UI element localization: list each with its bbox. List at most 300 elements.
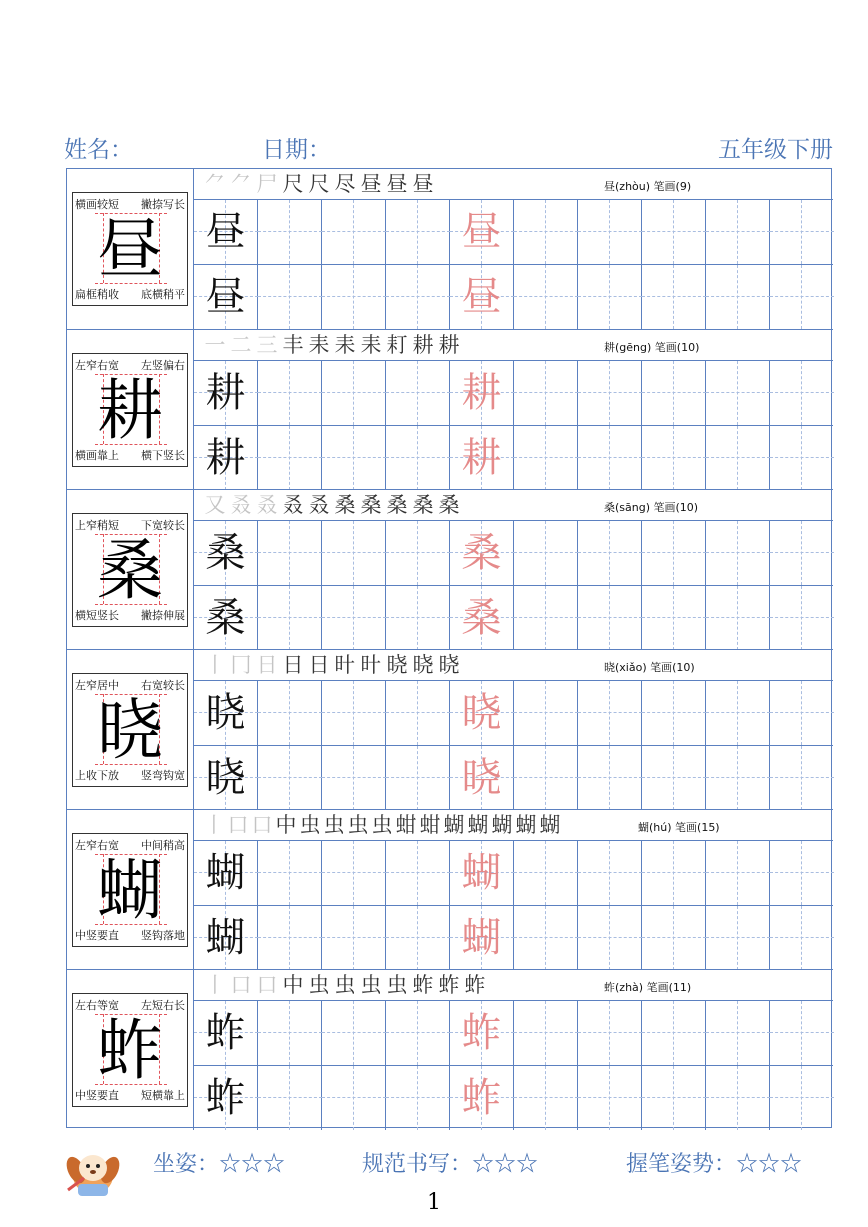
cell-guide	[706, 296, 770, 297]
sample-character: 耕	[205, 435, 246, 481]
practice-cell[interactable]	[770, 265, 833, 329]
practice-cell[interactable]	[578, 426, 642, 490]
cell-guide	[609, 265, 610, 329]
practice-cell[interactable]	[514, 200, 578, 264]
cell-guide	[737, 586, 738, 650]
cell-guide	[386, 1097, 450, 1098]
practice-cell[interactable]	[642, 1066, 706, 1130]
writing-tip: 中竖要直	[75, 929, 119, 942]
stroke-step: 虫	[323, 813, 345, 837]
cell-guide	[322, 617, 386, 618]
cell-guide	[673, 746, 674, 810]
cell-guide	[258, 1097, 322, 1098]
practice-cell[interactable]	[194, 426, 258, 490]
cell-guide	[417, 681, 418, 745]
cell-guide	[514, 1097, 578, 1098]
cell-guide	[545, 1066, 546, 1130]
model-character: 蚱	[97, 1012, 163, 1089]
practice-cell[interactable]	[770, 746, 833, 810]
cell-guide	[353, 681, 354, 745]
practice-cell[interactable]	[322, 841, 386, 905]
model-card	[72, 993, 188, 1107]
cell-guide	[386, 777, 450, 778]
practice-cell[interactable]	[386, 1066, 450, 1130]
practice-cell[interactable]	[450, 906, 514, 970]
cell-guide	[673, 841, 674, 905]
cell-guide	[642, 1097, 706, 1098]
trace-character: 耕	[461, 370, 502, 416]
cell-guide	[514, 1032, 578, 1033]
cell-guide	[801, 746, 802, 810]
stroke-sequence	[202, 652, 462, 678]
practice-cell[interactable]	[578, 200, 642, 264]
practice-cell[interactable]	[514, 841, 578, 905]
cell-guide	[642, 231, 706, 232]
practice-cell[interactable]	[386, 426, 450, 490]
cell-guide	[642, 872, 706, 873]
stroke-step: 日	[308, 653, 330, 677]
cell-guide	[801, 200, 802, 264]
practice-cell[interactable]	[514, 906, 578, 970]
cell-guide	[258, 712, 322, 713]
cell-guide	[386, 552, 450, 553]
cell-guide	[417, 426, 418, 490]
practice-cell[interactable]	[322, 521, 386, 585]
cell-guide	[289, 586, 290, 650]
practice-cell[interactable]	[386, 841, 450, 905]
practice-cell[interactable]	[258, 906, 322, 970]
practice-cell[interactable]	[642, 1001, 706, 1065]
writing-tip: 竖钩落地	[141, 929, 185, 942]
writing-tip: 底横稍平	[141, 288, 185, 301]
practice-cell[interactable]	[322, 1001, 386, 1065]
practice-cell[interactable]	[322, 681, 386, 745]
stroke-step: 虫	[334, 973, 356, 997]
stroke-step: 叒	[282, 493, 304, 517]
stroke-step: 耒	[308, 333, 330, 357]
practice-cell[interactable]	[386, 746, 450, 810]
cell-guide	[417, 746, 418, 810]
trace-character: 桑	[461, 530, 502, 576]
practice-cell[interactable]	[322, 200, 386, 264]
pinyin-stroke-info: 蝴(hú) 笔画(15)	[638, 821, 720, 834]
stroke-step: 口	[251, 813, 273, 837]
stroke-step: 口	[227, 813, 249, 837]
cell-guide	[642, 777, 706, 778]
practice-cell[interactable]	[514, 426, 578, 490]
stroke-step: 丨	[204, 973, 226, 997]
grip-label: 握笔姿势：	[626, 1152, 737, 1177]
cell-guide	[545, 361, 546, 425]
cell-guide	[578, 1097, 642, 1098]
grip-stars[interactable]: ☆☆☆	[736, 1152, 803, 1177]
practice-cell[interactable]	[706, 906, 770, 970]
practice-cell[interactable]	[706, 1001, 770, 1065]
pinyin-stroke-info: 晓(xiǎo) 笔画(10)	[604, 661, 695, 674]
model-cell	[67, 650, 194, 810]
practice-cell[interactable]	[194, 586, 258, 650]
cell-guide	[770, 457, 834, 458]
practice-cell[interactable]	[258, 746, 322, 810]
cell-guide	[737, 200, 738, 264]
stroke-step: 一	[204, 333, 226, 357]
practice-cell[interactable]	[770, 681, 833, 745]
practice-cell[interactable]	[770, 521, 833, 585]
writing-tip: 中竖要直	[75, 1089, 119, 1102]
practice-row	[194, 841, 833, 905]
cell-guide	[289, 265, 290, 329]
practice-cell[interactable]	[514, 521, 578, 585]
practice-cell[interactable]	[514, 265, 578, 329]
practice-cell[interactable]	[578, 361, 642, 425]
cell-guide	[417, 361, 418, 425]
practice-cell[interactable]	[514, 681, 578, 745]
cell-guide	[353, 586, 354, 650]
practice-cell[interactable]	[194, 1001, 258, 1065]
practice-cell[interactable]	[706, 1066, 770, 1130]
stroke-step: 晓	[438, 653, 460, 677]
practice-cell[interactable]	[642, 746, 706, 810]
stroke-step: 蚱	[412, 973, 434, 997]
model-card	[72, 192, 188, 306]
cell-guide	[258, 552, 322, 553]
practice-cell[interactable]	[386, 586, 450, 650]
practice-cell[interactable]	[514, 361, 578, 425]
practice-cell[interactable]	[386, 1001, 450, 1065]
stroke-step: 中	[275, 813, 297, 837]
cell-guide	[737, 1001, 738, 1065]
practice-row	[194, 681, 833, 745]
practice-grid	[194, 521, 833, 649]
practice-cell[interactable]	[194, 521, 258, 585]
practice-cell[interactable]	[642, 265, 706, 329]
stroke-step: 桑	[360, 493, 382, 517]
model-character: 耕	[97, 372, 163, 449]
practice-cell[interactable]	[322, 906, 386, 970]
practice-cell[interactable]	[194, 1066, 258, 1130]
practice-cell[interactable]	[706, 426, 770, 490]
practice-cell[interactable]	[770, 841, 833, 905]
practice-cell[interactable]	[770, 426, 833, 490]
cell-guide	[258, 777, 322, 778]
cell-guide	[673, 586, 674, 650]
stroke-step: 冂	[230, 653, 252, 677]
practice-cell[interactable]	[578, 265, 642, 329]
practice-cell[interactable]	[258, 265, 322, 329]
model-cell	[67, 810, 194, 970]
cell-guide	[289, 426, 290, 490]
practice-cell[interactable]	[578, 1001, 642, 1065]
character-block	[67, 329, 833, 489]
practice-cell[interactable]	[770, 361, 833, 425]
practice-cell[interactable]	[322, 746, 386, 810]
practice-cell[interactable]	[258, 1066, 322, 1130]
cell-guide	[737, 1066, 738, 1130]
stroke-step: 日	[256, 653, 278, 677]
trace-character: 蝴	[461, 915, 502, 961]
practice-cell[interactable]	[642, 200, 706, 264]
practice-cell[interactable]	[770, 906, 833, 970]
sample-character: 晓	[205, 690, 246, 736]
cell-guide	[289, 681, 290, 745]
cell-guide	[322, 872, 386, 873]
cell-guide	[642, 296, 706, 297]
practice-cell[interactable]	[642, 906, 706, 970]
cell-guide	[545, 906, 546, 970]
practice-row	[194, 264, 833, 328]
stroke-step: 尸	[256, 172, 278, 196]
practice-cell[interactable]	[450, 521, 514, 585]
practice-cell[interactable]	[386, 361, 450, 425]
practice-cell[interactable]	[770, 200, 833, 264]
stroke-step: 二	[230, 333, 252, 357]
trace-character: 蚱	[461, 1075, 502, 1121]
posture-stars[interactable]: ☆☆☆	[219, 1152, 286, 1177]
cell-guide	[770, 617, 834, 618]
cell-guide	[322, 712, 386, 713]
practice-cell[interactable]	[642, 681, 706, 745]
practice-cell[interactable]	[450, 841, 514, 905]
cell-guide	[386, 296, 450, 297]
practice-cell[interactable]	[258, 1001, 322, 1065]
cell-guide	[322, 231, 386, 232]
cell-guide	[801, 521, 802, 585]
practice-cell[interactable]	[322, 1066, 386, 1130]
cell-guide	[514, 777, 578, 778]
practice-cell[interactable]	[642, 361, 706, 425]
cell-guide	[322, 552, 386, 553]
practice-cell[interactable]	[258, 361, 322, 425]
stroke-step: 叒	[256, 493, 278, 517]
practice-cell[interactable]	[258, 521, 322, 585]
practice-cell[interactable]	[706, 681, 770, 745]
practice-cell[interactable]	[706, 841, 770, 905]
cell-guide	[578, 872, 642, 873]
sample-character: 昼	[205, 209, 246, 255]
practice-cell[interactable]	[706, 521, 770, 585]
cell-guide	[673, 265, 674, 329]
practice-cell[interactable]	[450, 200, 514, 264]
cell-guide	[609, 906, 610, 970]
practice-cell[interactable]	[514, 586, 578, 650]
stroke-step: 耒	[334, 333, 356, 357]
practice-cell[interactable]	[642, 586, 706, 650]
cell-guide	[514, 712, 578, 713]
stroke-step: 尽	[334, 172, 356, 196]
practice-cell[interactable]	[194, 841, 258, 905]
practice-cell[interactable]	[578, 841, 642, 905]
practice-cell[interactable]	[194, 361, 258, 425]
cell-guide	[706, 1097, 770, 1098]
stroke-order-row	[194, 650, 833, 681]
practice-cell[interactable]	[258, 426, 322, 490]
stroke-sequence	[202, 171, 436, 197]
cell-guide	[673, 521, 674, 585]
practice-cell[interactable]	[322, 361, 386, 425]
stroke-step: 蚱	[464, 973, 486, 997]
practice-cell[interactable]	[706, 746, 770, 810]
practice-cell[interactable]	[642, 841, 706, 905]
stroke-step: 口	[230, 973, 252, 997]
stroke-step: 蝴	[467, 813, 489, 837]
cell-guide	[770, 392, 834, 393]
cell-guide	[417, 265, 418, 329]
stroke-step: 晓	[386, 653, 408, 677]
practice-cell[interactable]	[258, 586, 322, 650]
practice-cell[interactable]	[450, 426, 514, 490]
stroke-step: 虫	[386, 973, 408, 997]
model-character: 晓	[97, 692, 163, 769]
sample-character: 蚱	[205, 1075, 246, 1121]
cell-guide	[417, 521, 418, 585]
cell-guide	[609, 586, 610, 650]
sample-character: 蝴	[205, 915, 246, 961]
practice-cell[interactable]	[578, 521, 642, 585]
cell-guide	[801, 265, 802, 329]
practice-cell[interactable]	[642, 521, 706, 585]
practice-cell[interactable]	[386, 681, 450, 745]
writing-stars[interactable]: ☆☆☆	[472, 1152, 539, 1177]
practice-cell[interactable]	[450, 681, 514, 745]
practice-cell[interactable]	[706, 200, 770, 264]
trace-character: 晓	[461, 755, 502, 801]
practice-cell[interactable]	[706, 265, 770, 329]
cell-guide	[609, 746, 610, 810]
cell-guide	[673, 361, 674, 425]
stroke-step: 丨	[203, 813, 225, 837]
book-label: 五年级下册	[718, 137, 833, 163]
cell-guide	[353, 746, 354, 810]
writing-tip: 右宽较长	[141, 679, 185, 692]
cell-guide	[801, 586, 802, 650]
sample-character: 桑	[205, 595, 246, 641]
practice-grid	[194, 200, 833, 328]
page-number: 1	[427, 1190, 441, 1215]
cell-guide	[737, 681, 738, 745]
grip-rating	[626, 1147, 802, 1178]
practice-cell[interactable]	[258, 200, 322, 264]
character-block	[67, 489, 833, 649]
practice-grid	[194, 681, 833, 809]
stroke-step: 蝴	[539, 813, 561, 837]
cell-guide	[673, 1066, 674, 1130]
stroke-step: 昼	[412, 172, 434, 196]
practice-cell[interactable]	[514, 1066, 578, 1130]
practice-cell[interactable]	[194, 200, 258, 264]
cell-guide	[706, 552, 770, 553]
practice-cell[interactable]	[450, 586, 514, 650]
practice-cell[interactable]	[578, 906, 642, 970]
cell-guide	[353, 426, 354, 490]
cell-guide	[514, 296, 578, 297]
model-character: 蝴	[97, 852, 163, 929]
practice-cell[interactable]	[578, 1066, 642, 1130]
practice-grid	[194, 1001, 833, 1129]
posture-label: 坐姿：	[153, 1152, 220, 1177]
cell-guide	[706, 1032, 770, 1033]
practice-cell[interactable]	[386, 200, 450, 264]
practice-cell[interactable]	[514, 1001, 578, 1065]
stroke-step: 昼	[360, 172, 382, 196]
practice-cell[interactable]	[386, 521, 450, 585]
practice-row	[194, 361, 833, 425]
practice-cell[interactable]	[322, 426, 386, 490]
character-block	[67, 169, 833, 329]
cell-guide	[514, 457, 578, 458]
practice-cell[interactable]	[514, 746, 578, 810]
cell-guide	[289, 361, 290, 425]
cell-guide	[673, 681, 674, 745]
cell-guide	[642, 617, 706, 618]
cell-guide	[258, 457, 322, 458]
practice-cell[interactable]	[578, 681, 642, 745]
cell-guide	[770, 552, 834, 553]
cell-guide	[737, 361, 738, 425]
cell-guide	[386, 617, 450, 618]
practice-cell[interactable]	[450, 361, 514, 425]
practice-cell[interactable]	[706, 361, 770, 425]
practice-cell[interactable]	[258, 681, 322, 745]
model-cell	[67, 169, 194, 329]
practice-cell[interactable]	[450, 1066, 514, 1130]
cell-guide	[737, 841, 738, 905]
practice-cell[interactable]	[194, 746, 258, 810]
cell-guide	[386, 712, 450, 713]
practice-cell[interactable]	[386, 265, 450, 329]
cell-guide	[706, 712, 770, 713]
practice-cell[interactable]	[770, 1066, 833, 1130]
cell-guide	[545, 426, 546, 490]
practice-cell[interactable]	[450, 1001, 514, 1065]
cell-guide	[417, 906, 418, 970]
cell-guide	[706, 457, 770, 458]
practice-cell[interactable]	[706, 586, 770, 650]
practice-cell[interactable]	[194, 681, 258, 745]
practice-cell[interactable]	[642, 426, 706, 490]
practice-cell[interactable]	[450, 265, 514, 329]
stroke-step: 桑	[386, 493, 408, 517]
writing-tip: 左右等宽	[75, 999, 119, 1012]
cell-guide	[353, 1001, 354, 1065]
cell-guide	[386, 231, 450, 232]
stroke-step: 耕	[412, 333, 434, 357]
practice-cell[interactable]	[322, 265, 386, 329]
practice-cell[interactable]	[770, 586, 833, 650]
practice-cell[interactable]	[770, 1001, 833, 1065]
practice-cell[interactable]	[194, 906, 258, 970]
practice-cell[interactable]	[258, 841, 322, 905]
cell-guide	[322, 1097, 386, 1098]
practice-cell[interactable]	[450, 746, 514, 810]
cell-guide	[609, 1066, 610, 1130]
cell-guide	[322, 937, 386, 938]
model-card	[72, 673, 188, 787]
sample-character: 耕	[205, 370, 246, 416]
practice-cell[interactable]	[386, 906, 450, 970]
practice-cell[interactable]	[578, 586, 642, 650]
cell-guide	[545, 746, 546, 810]
writing-tip: 左窄居中	[75, 679, 119, 692]
date-label: 日期：	[262, 137, 331, 163]
cell-guide	[322, 457, 386, 458]
practice-cell[interactable]	[194, 265, 258, 329]
cell-guide	[801, 906, 802, 970]
practice-cell[interactable]	[578, 746, 642, 810]
cell-guide	[289, 1001, 290, 1065]
trace-character: 蝴	[461, 850, 502, 896]
practice-cell[interactable]	[322, 586, 386, 650]
pinyin-stroke-info: 蚱(zhà) 笔画(11)	[604, 981, 692, 994]
